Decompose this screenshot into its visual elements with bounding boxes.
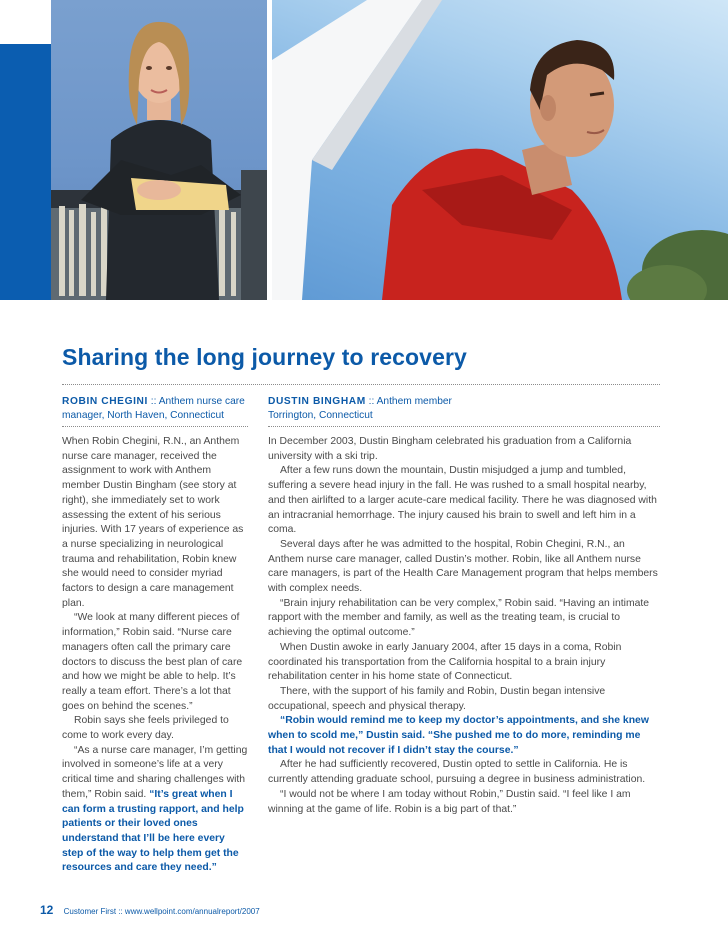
right-paragraph: “I would not be where I am today without Robin,” Dustin said. “I feel like I am winning at the game of life. Robin is a big part of that.” xyxy=(268,788,631,815)
photo-dustin-bingham xyxy=(272,0,728,300)
right-paragraph: When Dustin awoke in early January 2004, after 15 days in a coma, Robin coordinated his transportation from the California hospital to a brain injury rehabilitation center in his home state of Connecticut. xyxy=(268,641,622,683)
right-paragraph: After he had sufficiently recovered, Dustin opted to settle in California. He is currently attending graduate school, pursuing a degree in business administration. xyxy=(268,759,646,786)
byline-dustin-location: Torrington, Connecticut xyxy=(268,409,373,421)
right-paragraph: After a few runs down the mountain, Dustin misjudged a jump and tumbled, suffering a severe head injury in the fall. He was rushed to a small hospital nearby, and then airlifted to a larger acute-care medical facility. There he was diagnosed with an intracranial hemorrhage. The injury caused his brain to swell and left him in a coma. xyxy=(268,465,657,536)
page-footer xyxy=(40,903,260,917)
byline-dustin xyxy=(268,395,452,422)
article-title: Sharing the long journey to recovery xyxy=(62,344,467,370)
byline-robin-name: ROBIN CHEGINI xyxy=(62,396,148,407)
title-rule xyxy=(62,384,660,385)
left-paragraph: When Robin Chegini, R.N., an Anthem nurse care manager, received the assignment to work with Anthem member Dustin Bingham (see story at right), she immediately set to work assessing the extent of his serious injuries. With 17 years of experience as a nurse specializing in neurological trauma and rehabilitation, Robin knew she would need to consider myriad factors to design a care management plan. xyxy=(62,436,244,609)
byline-robin xyxy=(62,395,245,422)
right-paragraph: In December 2003, Dustin Bingham celebrated his graduation from a California university with a ski trip. xyxy=(268,436,632,462)
left-paragraph: “We look at many different pieces of information,” Robin said. “Nurse care managers often call the primary care doctors to discuss the best plan of care and how we might be able to help. It’s really a team effort. There’s a lot that goes on behind the scenes.” xyxy=(62,612,243,712)
right-pull-quote-paragraph xyxy=(268,714,660,758)
byline-robin-separator: :: xyxy=(150,396,157,407)
left-quote-plain: “As a nurse care manager, I’m getting involved in someone’s life at a very critical time and sharing challenges with them,” Robin said. xyxy=(62,744,248,800)
left-column xyxy=(62,435,248,876)
right-paragraph: “Brain injury rehabilitation can be very complex,” Robin said. “Having an intimate rapport with the member and family, as well as the treating team, is crucial to achieving the optimal outcome.” xyxy=(268,597,650,639)
byline-robin-line1 xyxy=(62,395,245,409)
byline-dustin-role: Anthem member xyxy=(376,396,452,407)
left-paragraph: Robin says she feels privileged to come to work every day. xyxy=(62,715,229,742)
right-paragraph: Several days after he was admitted to the hospital, Robin Chegini, R.N., an Anthem nurse care manager, called Dustin’s mother. Robin, like all Anthem nurse care managers, is part of the Health Care Management program that helps members with complex needs. xyxy=(268,538,658,595)
byline-robin-role: Anthem nurse care xyxy=(158,396,245,407)
byline-dustin-name: DUSTIN BINGHAM xyxy=(268,396,366,407)
right-paragraph: There, with the support of his family and Robin, Dustin began intensive occupational, speech and physical therapy. xyxy=(268,685,606,712)
left-byline-rule xyxy=(62,426,248,427)
left-paragraph-quote xyxy=(62,744,248,876)
right-pull-quote: “Robin would remind me to keep my doctor’s appointments, and she knew when to scold me,” Dustin said. “She pushed me to do more, reminding me that I would not recover if I didn’t stay the course.” xyxy=(268,715,649,756)
byline-robin-location: manager, North Haven, Connecticut xyxy=(62,409,224,421)
byline-dustin-separator: :: xyxy=(368,396,375,407)
footer-text: Customer First :: www.wellpoint.com/annualreport/2007 xyxy=(63,907,260,916)
accent-blue-bar xyxy=(0,44,51,300)
right-column xyxy=(268,435,660,817)
photo-robin-chegini xyxy=(51,0,267,300)
left-pull-quote: “It’s great when I can form a trusting rapport, and help patients or their loved ones understand that I’ll be here every step of the way to help them get the resources and care they need.” xyxy=(62,788,244,874)
right-byline-rule xyxy=(268,426,660,427)
byline-dustin-line1 xyxy=(268,395,452,409)
page-number: 12 xyxy=(40,903,54,917)
